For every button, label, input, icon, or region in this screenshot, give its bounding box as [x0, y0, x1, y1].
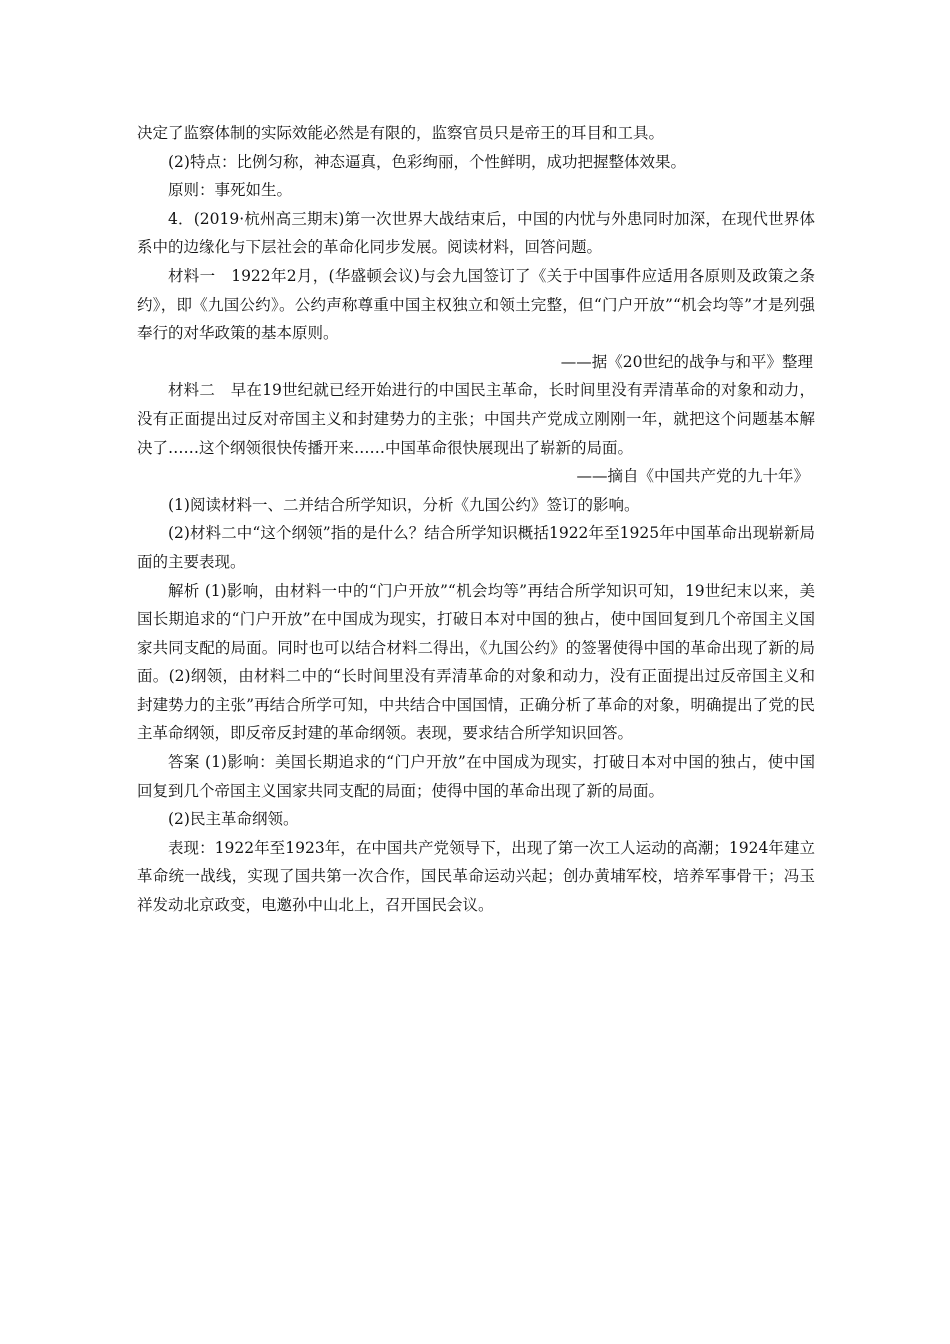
features-paragraph: (2)特点：比例匀称，神态逼真，色彩绚丽，个性鲜明，成功把握整体效果。 [168, 152, 686, 171]
material-1-source: ——据《20世纪的战争与和平》整理 [560, 352, 813, 371]
answer-paragraph-2: (2)民主革命纲领。 [168, 810, 299, 829]
material-1 [137, 262, 815, 348]
material-2 [137, 376, 815, 462]
document-page [137, 119, 815, 920]
material-1-text: 1922年2月，(华盛顿会议)与会九国签订了《关于中国事件应适用各原则及政策之条约》，即《九国公约》。公约声称尊重中国主权独立和领土完整，但“门户开放”“机会均等”才是列强奉行的对华政策的基本原则。 [137, 266, 815, 343]
analysis-paragraph: 解析 (1)影响，由材料一中的“门户开放”“机会均等”再结合所学知识可知，19世纪末以来，美国长期追求的“门户开放”在中国成为现实，打破日本对中国的独占，使中国回复到几个帝国主义国家共同支配的局面。同时也可以结合材料二得出，《九国公约》的签署使得中国的革命出现了新的局面。(2)纲领，由材料二中的“长时间里没有弄清革命的对象和动力，没有正面提出过反帝国主义和封建势力的主张”再结合所学可知，中共结合中国国情，正确分析了革命的对象，明确提出了党的民主革命纲领，即反帝反封建的革命纲领。表现，要求结合所学知识回答。 [137, 581, 815, 743]
material-1-label: 材料一 [168, 266, 216, 285]
material-2-source: ——摘自《中国共产党的九十年》 [576, 467, 809, 486]
material-2-text: 早在19世纪就已经开始进行的中国民主革命，长时间里没有弄清革命的对象和动力，没有正面提出过反对帝国主义和封建势力的主张；中国共产党成立刚刚一年，就把这个问题基本解决了……这个纲领很快传播开来……中国革命很快展现出了崭新的局面。 [137, 381, 815, 457]
answer-paragraph-3: 表现：1922年至1923年，在中国共产党领导下，出现了第一次工人运动的高潮；1924年建立革命统一战线，实现了国共第一次合作，国民革命运动兴起；创办黄埔军校，培养军事骨干；冯玉祥发动北京政变，电邀孙中山北上，召开国民会议。 [137, 838, 815, 915]
continuation-paragraph: 决定了监察体制的实际效能必然是有限的，监察官员只是帝王的耳目和工具。 [137, 124, 665, 142]
question-4-intro: 4．(2019·杭州高三期末)第一次世界大战结束后，中国的内忧与外患同时加深，在现代世界体系中的边缘化与下层社会的革命化同步发展。阅读材料，回答问题。 [137, 209, 815, 257]
sub-question-2: (2)材料二中“这个纲领”指的是什么？结合所学知识概括1922年至1925年中国革命出现崭新局面的主要表现。 [137, 524, 815, 571]
principle-paragraph: 原则：事死如生。 [168, 181, 293, 200]
sub-question-1: (1)阅读材料一、二并结合所学知识，分析《九国公约》签订的影响。 [168, 495, 640, 514]
answer-paragraph-1: 答案 (1)影响：美国长期追求的“门户开放”在中国成为现实，打破日本对中国的独占，使中国回复到几个帝国主义国家共同支配的局面；使得中国的革命出现了新的局面。 [137, 753, 815, 800]
material-2-label: 材料二 [168, 381, 216, 400]
